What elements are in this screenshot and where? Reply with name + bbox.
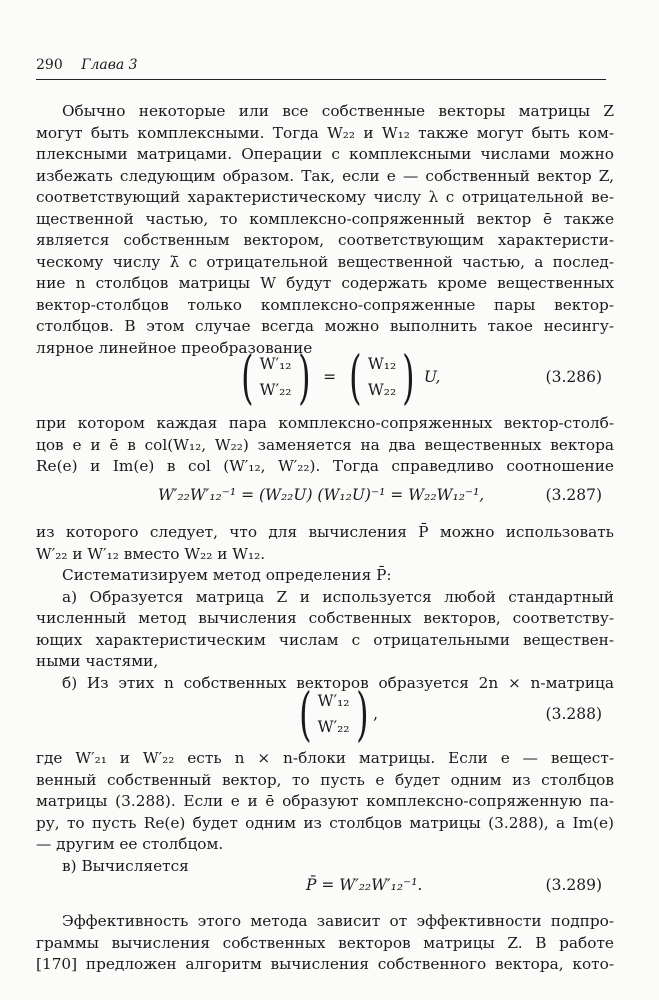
text-line: W′₂₂ и W′₁₂ вместо W₂₂ и W₁₂. xyxy=(36,544,266,563)
equals-sign: = xyxy=(323,368,337,386)
equation-3289 xyxy=(36,876,614,904)
text-line: вектор-столбцов только комплексно-сопряженные пары вектор- xyxy=(36,295,614,314)
text-line: — другим ее столбцом. xyxy=(36,835,224,853)
equation-body: P̄ = W′₂₂W′₁₂⁻¹. xyxy=(306,876,423,894)
text-line: б) Из этих n собственных векторов образуется 2n × n-матрица xyxy=(62,673,614,692)
text-line: где W′₂₁ и W′₂₂ есть n × n-блоки матрицы. Если e — вещест- xyxy=(36,749,614,767)
text-line: ру, то пусть Re(e) будет одним из столбцов матрицы (3.288), а Im(e) xyxy=(36,813,614,832)
page-header xyxy=(36,57,138,73)
equation-body: W′₂₂W′₁₂⁻¹ = (W₂₂U) (W₁₂U)⁻¹ = W₂₂W₁₂⁻¹, xyxy=(158,486,485,504)
text-line: лярное линейное преобразование xyxy=(36,338,313,357)
equation-number: (3.289) xyxy=(545,876,602,894)
text-line: могут быть комплексными. Тогда W₂₂ и W₁₂ также могут быть ком- xyxy=(36,123,614,142)
matrix-factor: U, xyxy=(423,368,441,386)
text-line: соответствующий характеристическому числу λ с отрицательной ве- xyxy=(36,188,614,206)
matrix-entry: W′₁₂ xyxy=(259,355,292,373)
equation-3288: ( W′₁₂ W′₂₂ ) , (3.288) xyxy=(299,680,602,748)
text-line: венный собственный вектор, то пусть e будет одним из столбцов xyxy=(36,770,614,789)
text-line: ными частями, xyxy=(36,652,159,670)
text-line: является собственным вектором, соответствующим характеристи- xyxy=(36,231,614,249)
matrix-entry: W′₂₂ xyxy=(259,381,292,399)
text-line: в) Вычисляется xyxy=(62,856,189,875)
paragraph-1 xyxy=(36,101,614,359)
text-line: при котором каждая пара комплексно-сопряженных вектор-столб- xyxy=(36,414,614,432)
equation-number: (3.288) xyxy=(545,705,602,723)
paragraph-3 xyxy=(36,522,614,565)
chapter-title: Глава 3 xyxy=(81,57,138,73)
text-line: численный метод вычисления собственных векторов, соответству- xyxy=(36,609,614,627)
text-line: цов e и ē в col(W₁₂, W₂₂) заменяется на два вещественных вектора xyxy=(36,435,614,454)
text-line: ющих характеристическим числам с отрицательными веществен- xyxy=(36,630,614,649)
paragraph-2 xyxy=(36,413,614,478)
matrix-entry: W′₁₂ xyxy=(317,692,350,710)
text-line: матрицы (3.288). Если e и ē образуют комплексно-сопряженную па- xyxy=(36,792,614,810)
text-line: граммы вычисления собственных векторов матрицы Z. В работе xyxy=(36,933,614,952)
text-line: столбцов. В этом случае всегда можно выполнить такое несингу- xyxy=(36,317,614,335)
paragraph-5 xyxy=(36,748,614,877)
text-line: из которого следует, что для вычисления P̄ можно использовать xyxy=(36,523,614,541)
matrix-entry: W₁₂ xyxy=(367,355,397,373)
text-line: щественной частью, то комплексно-сопряженный вектор ē также xyxy=(36,209,614,228)
equation-number: (3.287) xyxy=(545,486,602,504)
text-line: ние n столбцов матрицы W будут содержать кроме вещественных xyxy=(36,274,614,292)
text-line: а) Образуется матрица Z и используется любой стандартный xyxy=(62,587,614,606)
text-line: избежать следующим образом. Так, если e — собственный вектор Z, xyxy=(36,166,614,185)
text-line: Систематизируем метод определения P̄: xyxy=(62,566,392,584)
matrix-suffix: , xyxy=(373,705,379,723)
text-line: ческому числу λ̄ с отрицательной вещественной частью, а послед- xyxy=(36,252,614,271)
header-rule xyxy=(36,79,606,80)
equation-number: (3.286) xyxy=(545,368,602,386)
paragraph-4 xyxy=(36,565,614,694)
matrix-entry: W′₂₂ xyxy=(317,718,350,736)
text-line: плексными матрицами. Операции с комплексными числами можно xyxy=(36,145,614,163)
equation-3287 xyxy=(36,486,614,514)
text-line: Эффективность этого метода зависит от эффективности подпро- xyxy=(62,912,614,930)
equation-3286: ( W′₁₂ W′₂₂ ) = ( W₁₂ W₂₂ ) U, (3.286) xyxy=(241,343,602,411)
text-line: [170] предложен алгоритм вычисления собственного вектора, кото- xyxy=(36,955,614,973)
text-line: Обычно некоторые или все собственные векторы матрицы Z xyxy=(62,102,614,120)
text-line: Re(e) и Im(e) в col (W′₁₂, W′₂₂). Тогда справедливо соотношение xyxy=(36,457,614,475)
page-number: 290 xyxy=(36,57,63,73)
paragraph-6 xyxy=(36,911,614,976)
matrix-entry: W₂₂ xyxy=(367,381,397,399)
